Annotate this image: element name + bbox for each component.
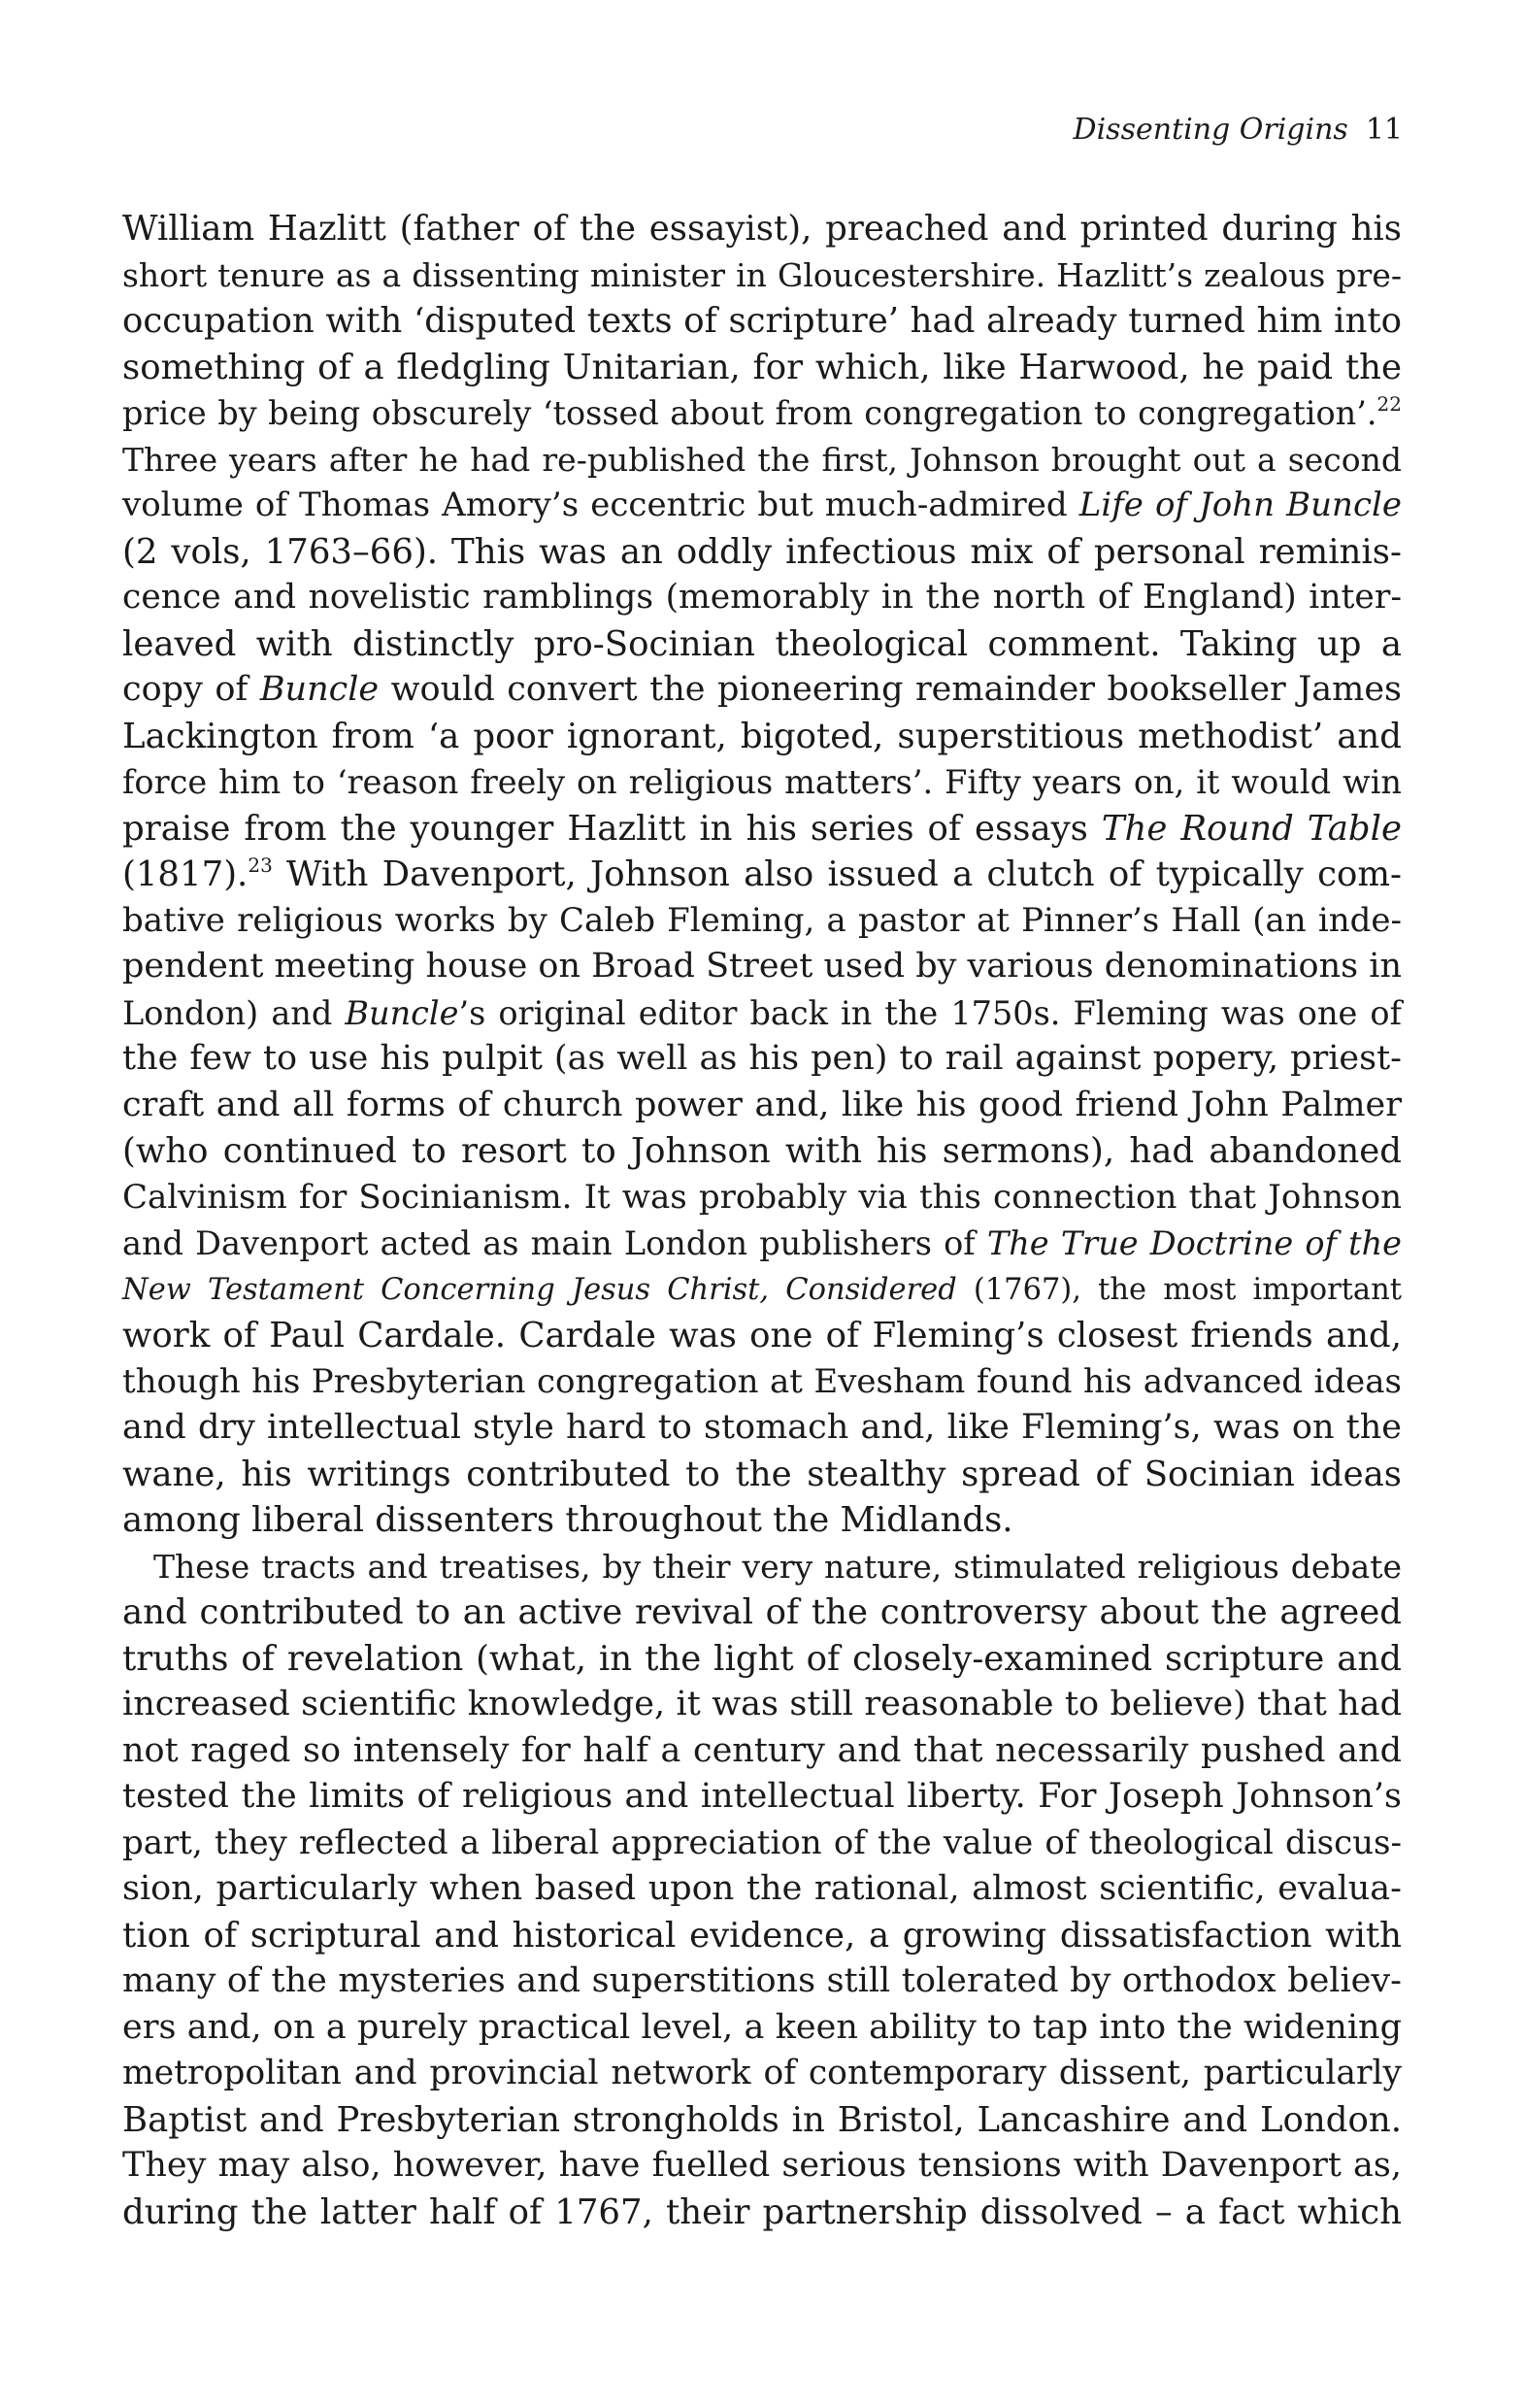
text-line: volume of Thomas Amory’s eccentric but much-admired Life of John Buncle [122,485,1402,524]
text-line: bative religious works by Caleb Fleming, a pastor at Pinner’s Hall (an inde- [122,900,1402,940]
text-line: William Hazlitt (father of the essayist), preached and printed during his [122,209,1402,249]
text-line: copy of Buncle would convert the pioneering remainder bookseller James [122,670,1402,709]
text-line: They may also, however, have fuelled serious tensions with Davenport as, [122,2146,1402,2185]
text-line: the few to use his pulpit (as well as his pen) to rail against popery, priest- [122,1039,1402,1078]
book-title: Buncle [259,670,380,709]
text-line: force him to ‘reason freely on religious matters’. Fifty years on, it would win [122,763,1402,801]
paragraph-1 [122,206,1402,1544]
text-line: Lackington from ‘a poor ignorant, bigoted, superstitious methodist’ and [122,716,1402,756]
text-line: many of the mysteries and superstitions still tolerated by orthodox believ- [122,1961,1402,2000]
text-line: and Davenport acted as main London publishers of The True Doctrine of the [122,1224,1402,1262]
text-line: and contributed to an active revival of the controversy about the agreed [122,1592,1402,1632]
text-line: metropolitan and provincial network of contemporary dissent, particularly [122,2054,1402,2092]
text-line: These tracts and treatises, by their very nature, stimulated religious debate [153,1547,1402,1586]
text-line: occupation with ‘disputed texts of scripture’ had already turned him into [122,301,1402,341]
book-title: Buncle [345,993,459,1032]
body-text [122,206,1402,2235]
text-line: Baptist and Presbyterian strongholds in Bristol, Lancashire and London. [122,2099,1402,2140]
text-line: tested the limits of religious and intellectual liberty. For Joseph Johnson’s [122,1777,1402,1816]
text-line: something of a fledgling Unitarian, for which, like Harwood, he paid the [122,347,1402,387]
book-title: Life of John Buncle [1078,485,1402,524]
text-line: among liberal dissenters throughout the Midlands. [122,1500,1013,1540]
text-line: pendent meeting house on Broad Street used by various denominations in [122,947,1402,986]
text-line: ers and, on a purely practical level, a keen ability to tap into the widening [122,2007,1402,2047]
book-title: The True Doctrine of the [986,1224,1402,1262]
text-line: (1817).$^{23}$ With Davenport, Johnson also issued a clutch of typically com- [122,853,1402,894]
text-line: not raged so intensely for half a century and that necessarily pushed and [122,1730,1402,1770]
book-title: New Testament Concerning Jesus Christ, Considered [122,1272,957,1307]
text-line: craft and all forms of church power and, like his good friend John Palmer [122,1085,1402,1124]
text-line: part, they reflected a liberal appreciation of the value of theological discus- [122,1823,1402,1862]
text-line: praise from the younger Hazlitt in his series of essays The Round Table [122,808,1402,849]
footnote-ref-22: 22 [1376,392,1402,416]
text-line: during the latter half of 1767, their partnership dissolved – a fact which [122,2191,1402,2232]
running-head [1074,111,1403,150]
text-line: and dry intellectual style hard to stomach and, like Fleming’s, was on the [122,1408,1402,1447]
footnote-ref-23: 23 [248,853,273,877]
page-number: 11 [1365,113,1403,147]
text-line: leaved with distinctly pro-Socinian theological comment. Taking up a [122,623,1402,664]
text-line: Three years after he had re-published the first, Johnson brought out a second [122,440,1402,479]
text-line: work of Paul Cardale. Cardale was one of Fleming’s closest friends and, [122,1316,1402,1355]
text-line: tion of scriptural and historical evidence, a growing dissatisfaction with [122,1915,1402,1956]
text-line: (who continued to resort to Johnson with his sermons), had abandoned [122,1131,1402,1171]
text-line: sion, particularly when based upon the rational, almost scientific, evalua- [122,1869,1402,1908]
text-line: though his Presbyterian congregation at Evesham found his advanced ideas [122,1361,1402,1401]
text-line: (2 vols, 1763–66). This was an oddly infectious mix of personal reminis- [122,531,1402,572]
text-line: truths of revelation (what, in the light of closely-examined scripture and [122,1638,1402,1679]
text-line: cence and novelistic ramblings (memorably in the north of England) inter- [122,578,1402,617]
paragraph-2 [122,1544,1402,2236]
text-line: Calvinism for Socinianism. It was probably via this connection that Johnson [122,1177,1402,1217]
text-line: wane, his writings contributed to the stealthy spread of Socinian ideas [122,1454,1402,1494]
text-line: London) and Buncle’s original editor back in the 1750s. Fleming was one of [122,993,1402,1032]
running-head-title: Dissenting Origins [1073,113,1348,147]
text-line: New Testament Concerning Jesus Christ, Considered (1767), the most important [122,1272,1402,1307]
text-line: price by being obscurely ‘tossed about from congregation to congregation’.$^{22}$ [122,392,1402,432]
text-line: increased scientific knowledge, it was still reasonable to believe) that had [122,1685,1402,1723]
text-line: short tenure as a dissenting minister in Gloucestershire. Hazlitt’s zealous pre- [122,255,1402,294]
book-title: The Round Table [1101,808,1402,849]
